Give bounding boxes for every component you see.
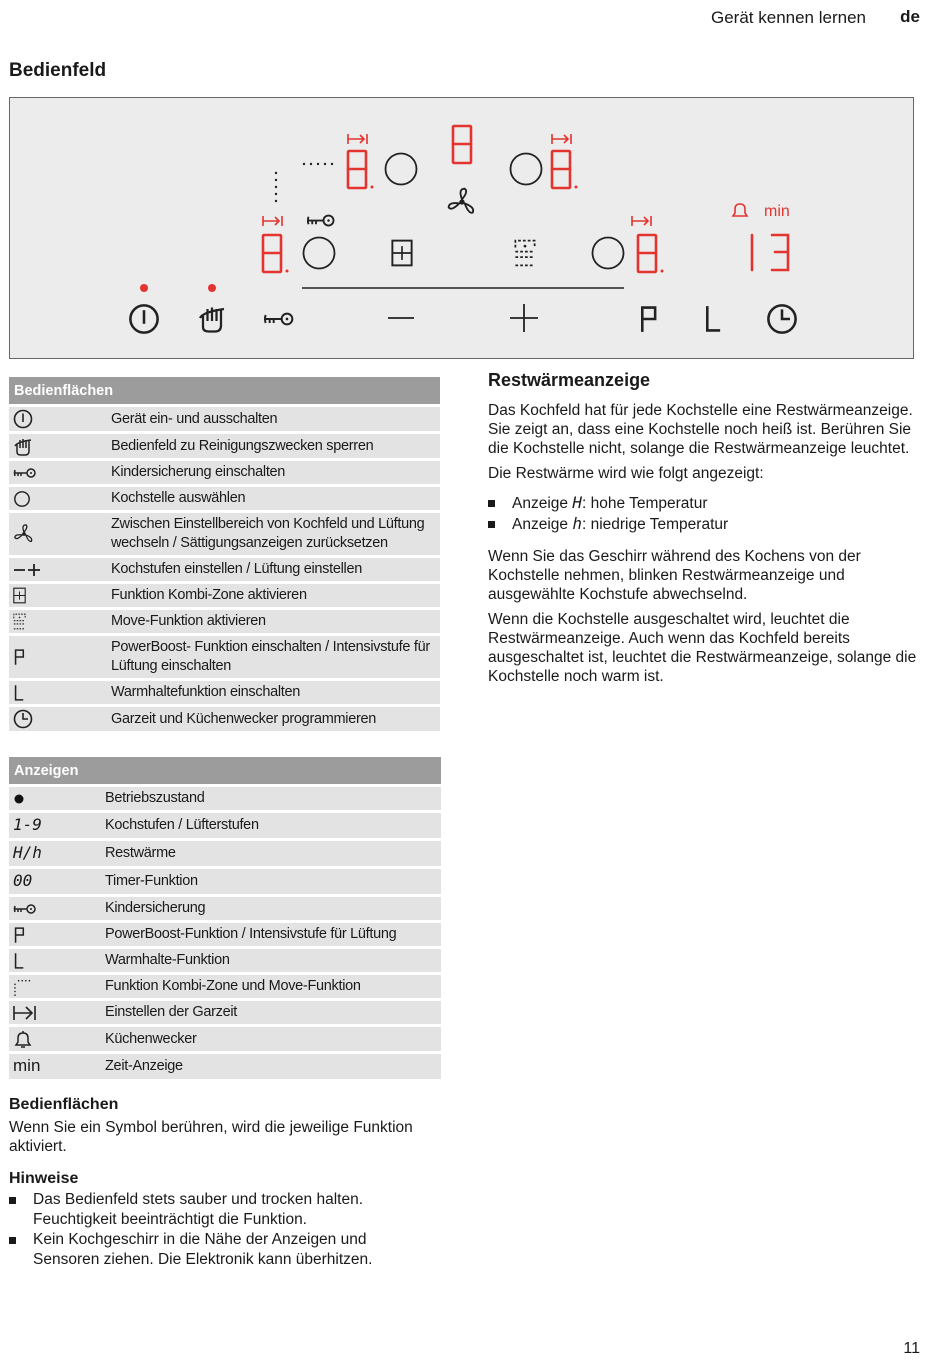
table-row bbox=[9, 406, 440, 433]
table-row bbox=[9, 486, 440, 512]
table-row bbox=[9, 1000, 441, 1026]
page-title: Bedienfeld bbox=[9, 60, 107, 81]
table-row bbox=[9, 1026, 441, 1053]
table-cell-description: Kindersicherung bbox=[101, 896, 441, 922]
residual-heat-low: Anzeige h: niedrige Temperatur bbox=[488, 514, 918, 535]
table-cell-description: Kindersicherung einschalten bbox=[107, 460, 440, 486]
table-row bbox=[9, 974, 441, 1000]
table-row bbox=[9, 557, 440, 583]
table-cell-description: Einstellen der Garzeit bbox=[101, 1000, 441, 1026]
control-panel-illustration bbox=[9, 97, 914, 359]
table-cell-description: Funktion Kombi-Zone aktivieren bbox=[107, 583, 440, 609]
display-digit-rear-right bbox=[638, 235, 656, 272]
table-cell-description: Kochstelle auswählen bbox=[107, 486, 440, 512]
power-icon bbox=[9, 406, 107, 433]
hinweise-title: Hinweise bbox=[9, 1170, 79, 1187]
letter-l-icon bbox=[9, 948, 101, 974]
residual-heat-high: Anzeige H: hohe Temperatur bbox=[488, 493, 918, 514]
residual-heat-list bbox=[488, 493, 918, 535]
display-digit-front-left bbox=[348, 151, 366, 188]
timer-digits-icon-symbol: 00 bbox=[13, 871, 33, 890]
table-row bbox=[9, 786, 441, 812]
header-language: de bbox=[900, 7, 920, 26]
clock-icon bbox=[9, 706, 107, 732]
table-row bbox=[9, 840, 441, 868]
table-cell-description: Küchenwecker bbox=[101, 1026, 441, 1053]
table-cell-description: Timer-Funktion bbox=[101, 868, 441, 896]
table-cell-description: Kochstufen / Lüfterstufen bbox=[101, 812, 441, 840]
combi-zone-icon bbox=[9, 583, 107, 609]
table-cell-description: Gerät ein- und ausschalten bbox=[107, 406, 440, 433]
key-icon bbox=[9, 896, 101, 922]
table-row bbox=[9, 896, 441, 922]
table-cell-description: PowerBoost- Funktion einschalten / Intensivstufe für Lüftung einschalten bbox=[107, 635, 440, 680]
hand-lock-icon bbox=[9, 433, 107, 460]
table-cell-description: Kochstufen einstellen / Lüftung einstellen bbox=[107, 557, 440, 583]
symbol-h: h bbox=[572, 514, 582, 533]
residual-heat-icon-symbol: H/h bbox=[13, 843, 42, 862]
residual-heat-paragraph-4: Wenn die Kochstelle ausgeschaltet wird, leuchtet die Restwärmeanzeige. Auch wenn das Kochfeld bereits ausgeschaltet ist, leuchtet die Restwärmeanzeige, solange die Kochstelle noch warm ist. bbox=[488, 611, 917, 685]
table-cell-description: PowerBoost-Funktion / Intensivstufe für Lüftung bbox=[101, 922, 441, 948]
table-row bbox=[9, 706, 440, 732]
table-cell-description: Bedienfeld zu Reinigungszwecken sperren bbox=[107, 433, 440, 460]
table-cell-description: Restwärme bbox=[101, 840, 441, 868]
table-row bbox=[9, 609, 440, 635]
bottom-notes bbox=[9, 1096, 429, 1282]
level-digits-icon bbox=[9, 812, 101, 840]
table-row bbox=[9, 512, 440, 557]
min-label-icon-symbol: min bbox=[13, 1056, 41, 1075]
level-digits-icon-symbol: 1-9 bbox=[13, 815, 42, 834]
table-cell-description: Warmhalte-Funktion bbox=[101, 948, 441, 974]
letter-p-icon bbox=[9, 922, 101, 948]
table-row bbox=[9, 868, 441, 896]
display-digit-front-right bbox=[552, 151, 570, 188]
hinweis-item: Kein Kochgeschirr in die Nähe der Anzeigen und Sensoren ziehen. Die Elektronik kann überhitzen. bbox=[9, 1230, 429, 1270]
timer-digits-icon bbox=[9, 868, 101, 896]
table-row bbox=[9, 433, 440, 460]
circle-icon bbox=[9, 486, 107, 512]
key-icon bbox=[9, 460, 107, 486]
table-cell-description: Zwischen Einstellbereich von Kochfeld und Lüftung wechseln / Sättigungsanzeigen zurücksetzen bbox=[107, 512, 440, 557]
min-label-icon bbox=[9, 1053, 101, 1080]
table-row bbox=[9, 583, 440, 609]
table-cell-description: Move-Funktion aktivieren bbox=[107, 609, 440, 635]
table-row bbox=[9, 812, 441, 840]
table-row bbox=[9, 680, 440, 706]
dotted-corner-icon bbox=[9, 974, 101, 1000]
display-digit-rear-left bbox=[263, 235, 281, 272]
table-cell-description: Funktion Kombi-Zone und Move-Funktion bbox=[101, 974, 441, 1000]
displays-table bbox=[9, 757, 441, 1079]
residual-heat-paragraph-1: Das Kochfeld hat für jede Kochstelle eine Restwärmeanzeige. Sie zeigt an, dass eine Kochstelle noch heiß ist. Berühren Sie die Kochstelle nicht, solange die Restwärmeanzeige leuchtet. bbox=[488, 402, 913, 457]
bell-icon bbox=[9, 1026, 101, 1053]
arrow-bar-icon bbox=[9, 1000, 101, 1026]
minus-plus-icon bbox=[9, 557, 107, 583]
timer-min-label: min bbox=[764, 203, 790, 220]
residual-heat-section bbox=[488, 370, 918, 692]
dot-icon bbox=[9, 786, 101, 812]
timer-display bbox=[752, 235, 788, 270]
hinweise-list bbox=[9, 1190, 429, 1270]
table-row bbox=[9, 948, 441, 974]
page-number: 11 bbox=[903, 1340, 920, 1357]
table-cell-description: Warmhaltefunktion einschalten bbox=[107, 680, 440, 706]
bedienflaechen-text: Wenn Sie ein Symbol berühren, wird die jeweilige Funktion aktiviert. bbox=[9, 1119, 413, 1155]
controls-table-header: Bedienflächen bbox=[9, 377, 440, 406]
header-section-title: Gerät kennen lernen bbox=[711, 8, 866, 27]
fan-icon bbox=[9, 512, 107, 557]
controls-table bbox=[9, 377, 440, 731]
residual-heat-icon bbox=[9, 840, 101, 868]
table-row bbox=[9, 1053, 441, 1080]
displays-table-header: Anzeigen bbox=[9, 757, 441, 786]
letter-p-icon bbox=[9, 635, 107, 680]
table-cell-description: Betriebszustand bbox=[101, 786, 441, 812]
bedienflaechen-title: Bedienflächen bbox=[9, 1096, 119, 1113]
move-function-icon bbox=[9, 609, 107, 635]
letter-l-icon bbox=[9, 680, 107, 706]
residual-heat-title: Restwärmeanzeige bbox=[488, 370, 651, 390]
table-cell-description: Garzeit und Küchenwecker programmieren bbox=[107, 706, 440, 732]
table-row bbox=[9, 922, 441, 948]
symbol-H: H bbox=[572, 493, 582, 512]
table-row bbox=[9, 635, 440, 680]
residual-heat-paragraph-3: Wenn Sie das Geschirr während des Kochens von der Kochstelle nehmen, blinken Restwärmeanzeige und ausgewählte Kochstufe abwechselnd. bbox=[488, 548, 861, 603]
table-cell-description: Zeit-Anzeige bbox=[101, 1053, 441, 1080]
hinweis-item: Das Bedienfeld stets sauber und trocken halten. Feuchtigkeit beeinträchtigt die Funktion. bbox=[9, 1190, 429, 1230]
residual-heat-paragraph-2: Die Restwärme wird wie folgt angezeigt: bbox=[488, 465, 764, 482]
display-digit-center bbox=[453, 126, 471, 163]
table-row bbox=[9, 460, 440, 486]
